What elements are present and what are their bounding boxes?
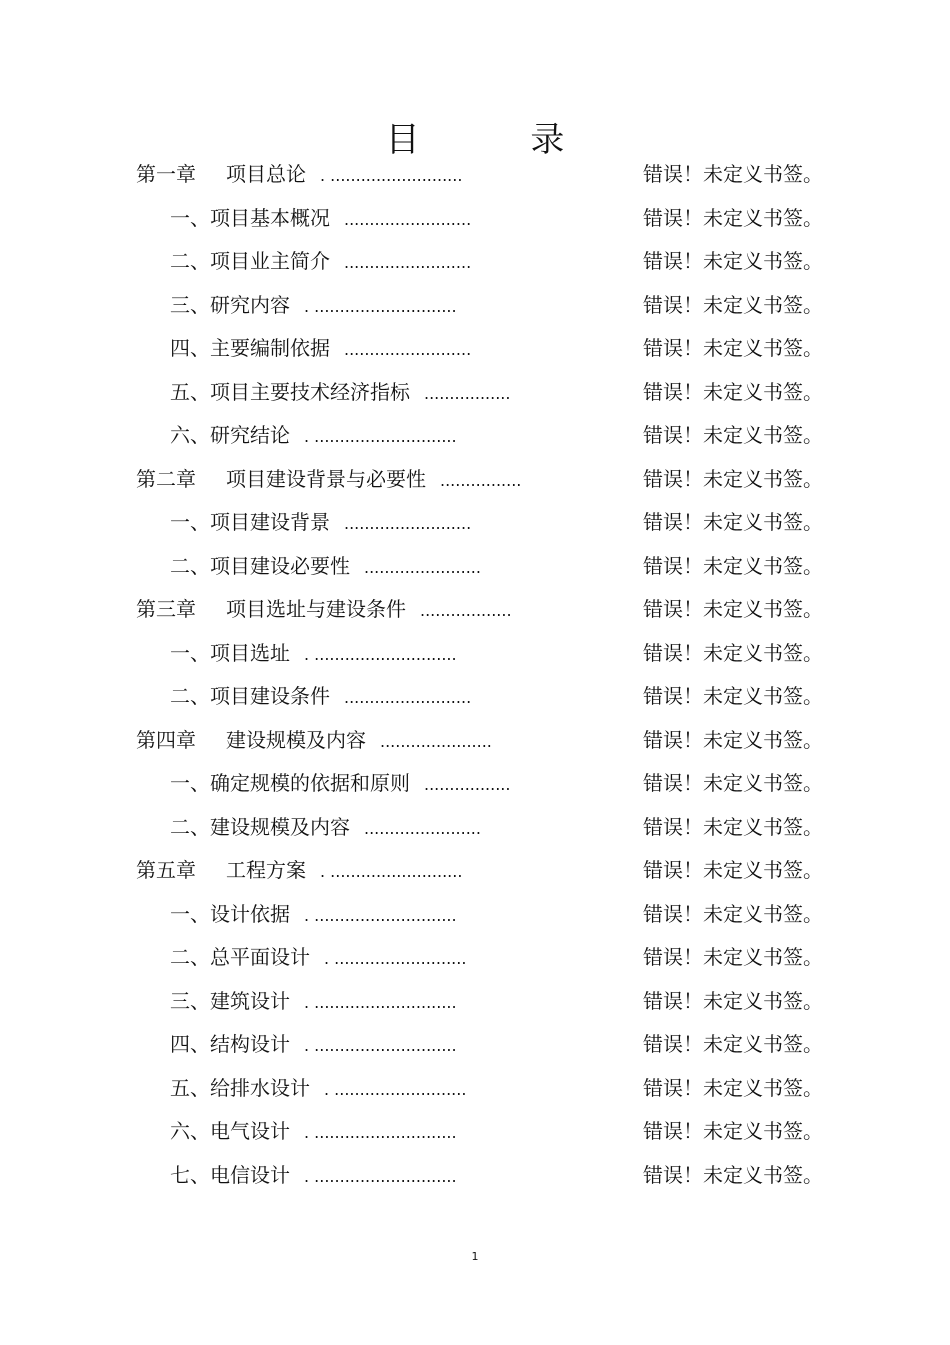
toc-dot-leader: . ............................ bbox=[304, 1166, 457, 1186]
toc-entry-text: 项目建设背景与必要性 bbox=[226, 466, 426, 491]
toc-entry-text: 一、项目建设背景 bbox=[170, 510, 330, 534]
toc-page-reference: 错误！未定义书签。 bbox=[643, 379, 823, 404]
toc-dot-leader: ......................... bbox=[344, 688, 472, 707]
toc-page-reference: 错误！未定义书签。 bbox=[643, 292, 823, 317]
toc-entry-text: 工程方案 bbox=[226, 858, 306, 882]
toc-dot-leader: ......................... bbox=[344, 340, 472, 359]
toc-entry-title bbox=[170, 806, 481, 851]
toc-entry-text: 七、电信设计 bbox=[170, 1162, 290, 1187]
toc-section-entry[interactable] bbox=[0, 980, 950, 1024]
toc-dot-leader: ....................... bbox=[364, 818, 481, 838]
toc-entry-title bbox=[136, 719, 492, 764]
toc-entry-text: 三、研究内容 bbox=[170, 292, 290, 317]
toc-entry-text: 一、项目选址 bbox=[170, 640, 290, 665]
toc-dot-leader: . ............................ bbox=[304, 992, 457, 1012]
toc-entry-title bbox=[170, 240, 471, 285]
toc-dot-leader: ......................... bbox=[344, 253, 472, 272]
toc-entry-text: 四、主要编制依据 bbox=[170, 336, 330, 360]
toc-section-entry[interactable] bbox=[0, 1154, 950, 1198]
toc-page-reference: 错误！未定义书签。 bbox=[643, 249, 823, 273]
toc-dot-leader: ................. bbox=[424, 383, 511, 403]
toc-entry-text: 五、项目主要技术经济指标 bbox=[170, 379, 410, 404]
toc-page-reference: 错误！未定义书签。 bbox=[643, 336, 823, 360]
toc-chapter-entry[interactable] bbox=[0, 849, 950, 893]
toc-entry-text: 二、总平面设计 bbox=[170, 945, 310, 969]
toc-entry-text: 六、研究结论 bbox=[170, 423, 290, 447]
toc-chapter-entry[interactable] bbox=[0, 588, 950, 632]
toc-entry-title bbox=[170, 1154, 457, 1199]
toc-entry-title bbox=[170, 632, 457, 677]
toc-dot-leader: . ............................ bbox=[304, 905, 457, 925]
toc-dot-leader: . ............................ bbox=[304, 296, 457, 316]
toc-page-reference: 错误！未定义书签。 bbox=[643, 162, 823, 186]
toc-page-reference: 错误！未定义书签。 bbox=[643, 858, 823, 882]
toc-page-reference: 错误！未定义书签。 bbox=[643, 510, 823, 534]
toc-page-reference: 错误！未定义书签。 bbox=[643, 814, 823, 839]
toc-dot-leader: ......................... bbox=[344, 209, 472, 229]
toc-entry-title bbox=[170, 675, 471, 720]
toc-entry-text: 二、项目业主简介 bbox=[170, 249, 330, 273]
toc-chapter-number: 第四章 bbox=[136, 727, 196, 752]
page-title: 目 录 bbox=[385, 120, 615, 160]
toc-entry-title bbox=[170, 1110, 457, 1155]
toc-chapter-number: 第三章 bbox=[136, 597, 196, 621]
toc-dot-leader: ......................... bbox=[344, 514, 472, 533]
toc-entry-title bbox=[170, 284, 457, 329]
toc-page-reference: 错误！未定义书签。 bbox=[643, 466, 823, 491]
toc-entry-title bbox=[170, 501, 471, 546]
toc-entry-title bbox=[136, 588, 512, 633]
toc-page-reference: 错误！未定义书签。 bbox=[643, 727, 823, 752]
toc-entry-text: 六、电气设计 bbox=[170, 1119, 290, 1143]
toc-chapter-number: 第一章 bbox=[136, 162, 196, 186]
toc-section-entry[interactable] bbox=[0, 327, 950, 371]
toc-entry-title bbox=[170, 414, 457, 459]
toc-entry-title bbox=[170, 1067, 466, 1112]
toc-entry-text: 三、建筑设计 bbox=[170, 988, 290, 1013]
toc-page-reference: 错误！未定义书签。 bbox=[643, 205, 823, 230]
toc-section-entry[interactable] bbox=[0, 632, 950, 676]
toc-dot-leader: ................. bbox=[424, 775, 511, 794]
toc-entry-title bbox=[170, 893, 457, 938]
toc-entry-title bbox=[170, 197, 471, 242]
toc-section-entry[interactable] bbox=[0, 1067, 950, 1111]
toc-section-entry[interactable] bbox=[0, 936, 950, 980]
toc-dot-leader: . ............................ bbox=[304, 644, 457, 664]
toc-section-entry[interactable] bbox=[0, 501, 950, 545]
toc-dot-leader: .................. bbox=[420, 601, 512, 620]
toc-section-entry[interactable] bbox=[0, 1023, 950, 1067]
toc-entry-title bbox=[170, 980, 457, 1025]
toc-entry-text: 五、给排水设计 bbox=[170, 1075, 310, 1100]
toc-entry-text: 二、建设规模及内容 bbox=[170, 814, 350, 839]
toc-section-entry[interactable] bbox=[0, 371, 950, 415]
toc-entry-title bbox=[170, 762, 510, 807]
toc-page-reference: 错误！未定义书签。 bbox=[643, 640, 823, 665]
toc-section-entry[interactable] bbox=[0, 675, 950, 719]
toc-page-reference: 错误！未定义书签。 bbox=[643, 901, 823, 926]
toc-entry-text: 建设规模及内容 bbox=[226, 727, 366, 752]
toc-entry-text: 一、设计依据 bbox=[170, 901, 290, 926]
toc-page-reference: 错误！未定义书签。 bbox=[643, 988, 823, 1013]
toc-section-entry[interactable] bbox=[0, 240, 950, 284]
toc-page-reference: 错误！未定义书签。 bbox=[643, 945, 823, 969]
toc-dot-leader: . ............................ bbox=[304, 1123, 457, 1142]
toc-section-entry[interactable] bbox=[0, 1110, 950, 1154]
page-number: 1 bbox=[471, 1250, 479, 1263]
toc-page-reference: 错误！未定义书签。 bbox=[643, 597, 823, 621]
toc-chapter-entry[interactable] bbox=[0, 458, 950, 502]
toc-entry-text: 项目选址与建设条件 bbox=[226, 597, 406, 621]
toc-entry-text: 二、项目建设条件 bbox=[170, 684, 330, 708]
toc-entry-text: 四、结构设计 bbox=[170, 1032, 290, 1056]
toc-dot-leader: ....................... bbox=[364, 557, 481, 577]
toc-dot-leader: . .......................... bbox=[324, 949, 467, 968]
toc-entry-text: 二、项目建设必要性 bbox=[170, 553, 350, 578]
toc-dot-leader: . .......................... bbox=[320, 166, 463, 185]
toc-page-reference: 错误！未定义书签。 bbox=[643, 1032, 823, 1056]
toc-section-entry[interactable] bbox=[0, 762, 950, 806]
toc-page-reference: 错误！未定义书签。 bbox=[643, 771, 823, 795]
toc-section-entry[interactable] bbox=[0, 414, 950, 458]
toc-entry-title bbox=[170, 545, 481, 590]
toc-entry-title bbox=[136, 458, 521, 503]
toc-entry-text: 项目总论 bbox=[226, 162, 306, 186]
toc-dot-leader: . ............................ bbox=[304, 427, 457, 446]
toc-dot-leader: . ............................ bbox=[304, 1036, 457, 1055]
toc-page-reference: 错误！未定义书签。 bbox=[643, 684, 823, 708]
toc-chapter-entry[interactable] bbox=[0, 719, 950, 763]
toc-section-entry[interactable] bbox=[0, 284, 950, 328]
toc-chapter-number: 第五章 bbox=[136, 858, 196, 882]
toc-dot-leader: . .......................... bbox=[320, 862, 463, 881]
toc-dot-leader: ................ bbox=[440, 470, 522, 490]
toc-dot-leader: . .......................... bbox=[324, 1079, 467, 1099]
toc-entry-title bbox=[170, 327, 471, 372]
toc-entry-title bbox=[170, 371, 510, 416]
toc-page-reference: 错误！未定义书签。 bbox=[643, 1119, 823, 1143]
toc-entry-text: 一、项目基本概况 bbox=[170, 205, 330, 230]
toc-page-reference: 错误！未定义书签。 bbox=[643, 1075, 823, 1100]
toc-section-entry[interactable] bbox=[0, 197, 950, 241]
toc-entry-title bbox=[170, 936, 466, 981]
toc-page-reference: 错误！未定义书签。 bbox=[643, 1162, 823, 1187]
toc-chapter-entry[interactable] bbox=[0, 153, 950, 197]
toc-entry-title bbox=[136, 153, 462, 198]
toc-section-entry[interactable] bbox=[0, 893, 950, 937]
toc-section-entry[interactable] bbox=[0, 545, 950, 589]
table-of-contents bbox=[0, 153, 950, 1197]
toc-chapter-number: 第二章 bbox=[136, 466, 196, 491]
toc-page-reference: 错误！未定义书签。 bbox=[643, 553, 823, 578]
toc-section-entry[interactable] bbox=[0, 806, 950, 850]
toc-dot-leader: ...................... bbox=[380, 731, 492, 751]
toc-page-reference: 错误！未定义书签。 bbox=[643, 423, 823, 447]
toc-entry-title bbox=[136, 849, 462, 894]
toc-entry-title bbox=[170, 1023, 457, 1068]
toc-entry-text: 一、确定规模的依据和原则 bbox=[170, 771, 410, 795]
